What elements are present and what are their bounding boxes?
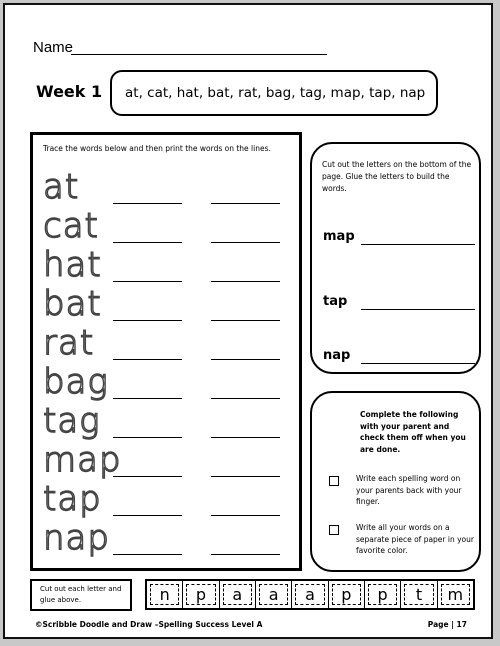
letter: p (186, 584, 215, 605)
letter: n (150, 584, 179, 605)
letter: a (259, 584, 288, 605)
letter: m (441, 584, 470, 605)
trace-word: map (43, 440, 122, 480)
write-line[interactable] (113, 203, 182, 204)
glue-line[interactable] (361, 363, 475, 364)
name-label: Name (33, 39, 74, 56)
worksheet-page (3, 3, 493, 639)
write-line[interactable] (211, 359, 280, 360)
write-line[interactable] (211, 476, 280, 477)
week-label: Week 1 (36, 82, 103, 101)
letter: a (223, 584, 252, 605)
letter-cell[interactable] (256, 581, 292, 608)
trace-word: nap (43, 518, 110, 558)
build-word: tap (323, 294, 348, 309)
trace-word: hat (43, 245, 102, 285)
write-line[interactable] (113, 515, 182, 516)
copyright-footer: ©Scribble Doodle and Draw –Spelling Success Level A (35, 620, 263, 629)
trace-word: bag (43, 362, 109, 402)
letter-strip (145, 579, 475, 610)
letter-cell[interactable] (365, 581, 401, 608)
write-line[interactable] (113, 437, 182, 438)
trace-row (33, 440, 299, 481)
trace-row (33, 479, 299, 520)
write-line[interactable] (113, 281, 182, 282)
letter: t (404, 584, 433, 605)
word-list: at, cat, hat, bat, rat, bag, tag, map, tap, nap (125, 85, 426, 101)
write-line[interactable] (211, 515, 280, 516)
trace-word: bat (43, 284, 102, 324)
checklist-item-text: Write all your words on a separate piece of paper in your favorite color. (356, 523, 474, 555)
build-words-section (310, 142, 481, 374)
glue-line[interactable] (361, 309, 475, 310)
checkbox[interactable] (329, 525, 339, 535)
glue-line[interactable] (361, 244, 475, 245)
build-word: nap (323, 348, 351, 363)
letter-cell[interactable] (292, 581, 328, 608)
trace-word: tap (43, 479, 102, 519)
write-line[interactable] (211, 242, 280, 243)
trace-row (33, 245, 299, 286)
letter: p (332, 584, 361, 605)
trace-row (33, 362, 299, 403)
write-line[interactable] (211, 398, 280, 399)
write-line[interactable] (211, 320, 280, 321)
write-line[interactable] (211, 281, 280, 282)
trace-row (33, 323, 299, 364)
parent-activity-section (310, 391, 481, 572)
letter: p (368, 584, 397, 605)
write-line[interactable] (113, 398, 182, 399)
checkbox[interactable] (329, 476, 339, 486)
trace-section (30, 132, 302, 571)
build-instruction: Cut out the letters on the bottom of the page. Glue the letters to build the words. (322, 160, 472, 193)
trace-word: at (43, 167, 80, 207)
word-list-box (110, 70, 438, 116)
build-row (323, 229, 475, 247)
letter-cell[interactable] (220, 581, 256, 608)
letter-cell[interactable] (438, 581, 473, 608)
letter-cell[interactable] (329, 581, 365, 608)
cutout-instruction: Cut out each letter and glue above. (40, 585, 122, 604)
checklist-item-text: Write each spelling word on your parents back with your finger. (356, 474, 462, 506)
letter-cell[interactable] (147, 581, 183, 608)
write-line[interactable] (211, 437, 280, 438)
letter-cell[interactable] (401, 581, 437, 608)
trace-instruction: Trace the words below and then print the words on the lines. (43, 144, 271, 153)
trace-row (33, 518, 299, 559)
trace-word: cat (43, 206, 99, 246)
write-line[interactable] (113, 320, 182, 321)
letter-cell[interactable] (183, 581, 219, 608)
cutout-instruction-box (30, 579, 132, 611)
write-line[interactable] (113, 242, 182, 243)
build-word: map (323, 229, 355, 244)
name-line[interactable] (71, 54, 327, 55)
build-row (323, 348, 475, 366)
write-line[interactable] (211, 203, 280, 204)
write-line[interactable] (211, 554, 280, 555)
write-line[interactable] (113, 359, 182, 360)
build-row (323, 294, 475, 312)
trace-row (33, 167, 299, 208)
letter: a (295, 584, 324, 605)
trace-row (33, 401, 299, 442)
trace-row (33, 206, 299, 247)
write-line[interactable] (113, 476, 182, 477)
trace-word: tag (43, 401, 101, 441)
write-line[interactable] (113, 554, 182, 555)
parent-instruction: Complete the following with your parent and check them off when you are done. (360, 410, 466, 454)
page-number: Page | 17 (427, 620, 467, 629)
trace-row (33, 284, 299, 325)
trace-word: rat (43, 323, 95, 363)
